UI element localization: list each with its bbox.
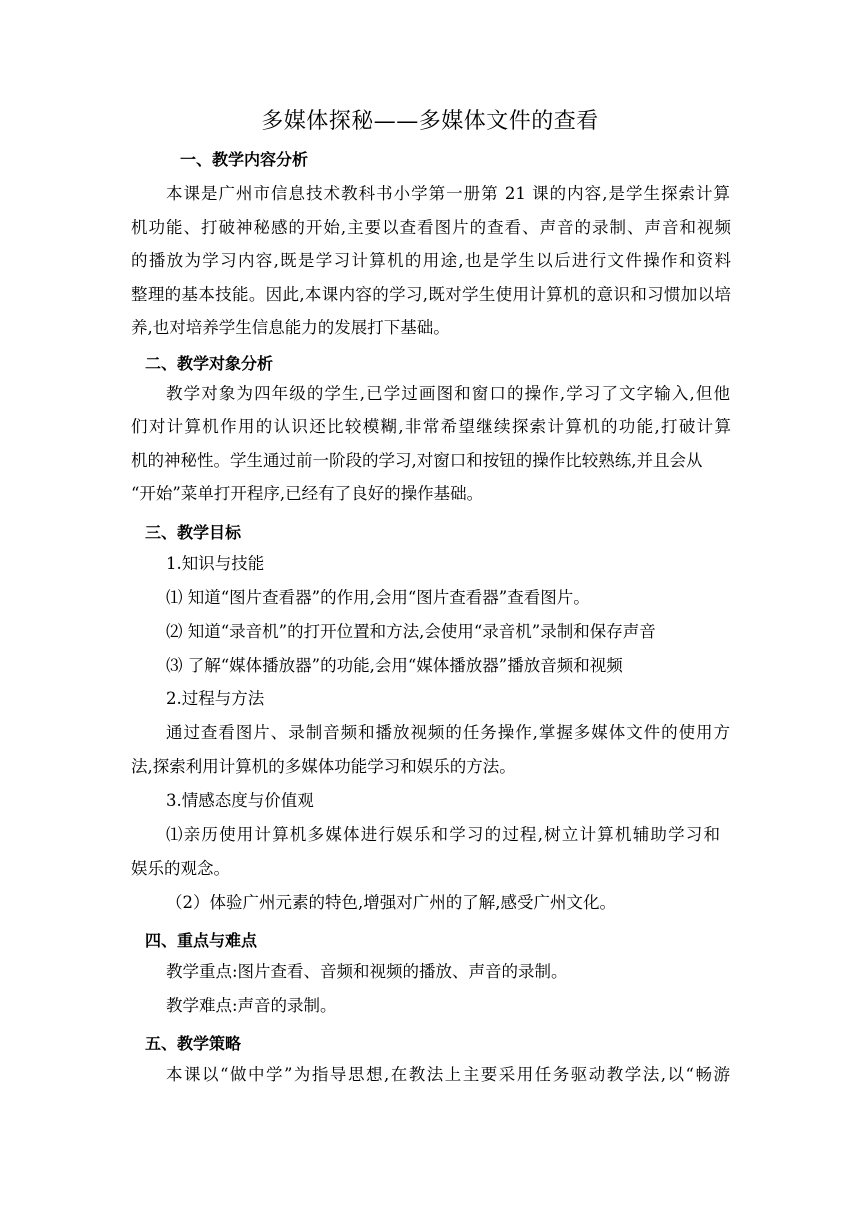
paragraph-line: 娱乐的观念。 <box>131 859 230 878</box>
list-item: ⑴亲历使用计算机多媒体进行娱乐和学习的过程,树立计算机辅助学习和 <box>166 825 720 844</box>
paragraph-line: 教学对象为四年级的学生,已学过画图和窗口的操作,学习了文字输入,但他 <box>166 384 730 403</box>
subheading-line: 1.知识与技能 <box>166 554 265 573</box>
section-heading-audience-analysis: 二、教学对象分析 <box>145 354 274 373</box>
paragraph-line: 本课是广州市信息技术教科书小学第一册第 21 课的内容,是学生探索计算 <box>166 184 730 203</box>
list-item: ⑵ 知道“录音机”的打开位置和方法,会使用“录音机”录制和保存声音 <box>166 622 656 641</box>
paragraph-line: 的播放为学习内容,既是学习计算机的用途,也是学生以后进行文件操作和资料 <box>131 251 731 270</box>
paragraph-line: 通过查看图片、录制音频和播放视频的任务操作,掌握多媒体文件的使用方 <box>166 723 730 742</box>
paragraph-line: 法,探索利用计算机的多媒体功能学习和娱乐的方法。 <box>131 757 516 776</box>
paragraph-line: 养,也对培养学生信息能力的发展打下基础。 <box>131 318 450 337</box>
paragraph-line: 整理的基本技能。因此,本课内容的学习,既对学生使用计算机的意识和习惯加以培 <box>131 285 731 304</box>
document-title: 多媒体探秘——多媒体文件的查看 <box>261 109 599 134</box>
list-item: ⑴ 知道“图片查看器”的作用,会用“图片查看器”查看图片。 <box>166 588 590 607</box>
paragraph-line: 本课以“做中学”为指导思想,在教法上主要采用任务驱动教学法,以“畅游 <box>166 1065 730 1084</box>
paragraph-line: 机功能、打破神秘感的开始,主要以查看图片的查看、声音的录制、声音和视频 <box>131 218 731 237</box>
section-heading-teaching-goals: 三、教学目标 <box>145 523 242 542</box>
section-heading-content-analysis: 一、教学内容分析 <box>180 150 309 169</box>
paragraph-line: 们对计算机作用的认识还比较模糊,非常希望继续探索计算机的功能,打破计算 <box>131 417 731 436</box>
list-item: ⑶ 了解“媒体播放器”的功能,会用“媒体播放器”播放音频和视频 <box>166 656 623 675</box>
section-heading-key-points: 四、重点与难点 <box>145 931 258 950</box>
subheading-line: 3.情感态度与价值观 <box>166 791 314 810</box>
paragraph-line: 教学难点:声音的录制。 <box>166 996 337 1015</box>
paragraph-line: “开始”菜单打开程序,已经有了良好的操作基础。 <box>131 484 484 503</box>
paragraph-line: 教学重点:图片查看、音频和视频的播放、声音的录制。 <box>166 962 568 981</box>
subheading-line: 2.过程与方法 <box>166 689 265 708</box>
list-item: （2）体验广州元素的特色,增强对广州的了解,感受广州文化。 <box>166 893 616 912</box>
paragraph-line: 机的神秘性。学生通过前一阶段的学习,对窗口和按钮的操作比较熟练,并且会从 <box>131 451 703 470</box>
section-heading-teaching-strategy: 五、教学策略 <box>145 1034 242 1053</box>
